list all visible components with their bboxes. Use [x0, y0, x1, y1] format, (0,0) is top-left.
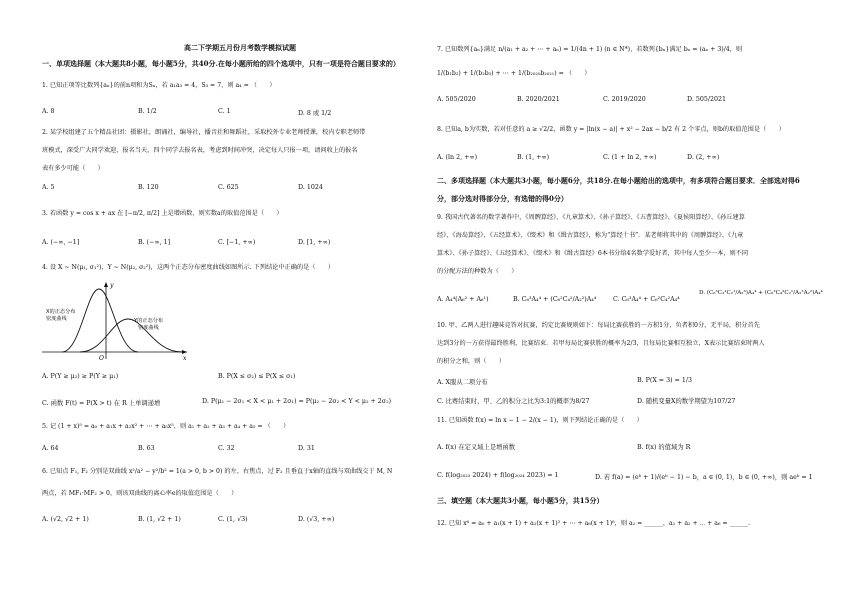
- q10-option-a: A. X服从二项分布: [437, 379, 488, 386]
- q2-stem-line1: 2. 某学校组建了五个精品社团：摄影社，朗诵社，编导社，播音社和舞蹈社，采取校外专业老师授课，校内专职老师带: [42, 129, 366, 136]
- q1-option-d: D. 8 或 1/2: [298, 110, 332, 117]
- q4-option-b: B. P(X ≤ σ₂) ≤ P(X ≤ σ₁): [218, 373, 296, 380]
- q11-option-b: B. f(x) 的值域为 R: [637, 444, 691, 451]
- normal-distribution-figure: [42, 279, 192, 361]
- q4-option-d: D. P(μ₁ − 2σ₁ < X < μ₁ + 2σ₁) = P(μ₂ − 2σ₂ < Y < μ₂ + 2σ₂): [202, 398, 392, 405]
- q2-stem-line3: 表有多少可能（ ）: [42, 165, 104, 172]
- origin-label: O: [99, 355, 104, 361]
- q5-stem: 5. 记 (1 + x)⁵ = a₀ + a₁x + a₂x² + ⋯ + a₅x⁵，则 a₁ + a₂ + a₃ + a₄ + a₅ = （ ）: [42, 423, 290, 430]
- y-axis-label: y: [110, 282, 114, 289]
- q3-option-b: B. (−∞, 1]: [138, 239, 171, 246]
- q8-stem: 8. 已知a, b为实数，若对任意的 a ≥ √2/2，函数 y = |ln(x − a)| + x² − 2ax − b/2 有 2 个零点，则b的取值范围是（ ）: [437, 126, 785, 133]
- q1-option-c: C. 1: [218, 108, 231, 115]
- section-2-heading-line2: 分，部分选对得部分分，有选错的得0分）: [437, 194, 568, 203]
- y-curve-label-2: 密度曲线: [138, 325, 159, 331]
- q4-option-c: C. 函数 F(t) = P(X > t) 在 R 上单调递增: [42, 400, 161, 407]
- q9-stem-line4: 的分配方法的种数为（ ）: [437, 268, 518, 275]
- q7-stem-line1: 7. 已知数列{aₙ}满足 n/(a₁ + a₂ + ⋯ + aₙ) = 1/(4n + 1) (n ∈ N*)，若数列{bₙ}满足 bₙ = (aₙ + 3)/4，则: [437, 46, 743, 53]
- y-density-curve: [80, 319, 182, 352]
- q9-option-d: D. (C₆³C₃¹C₂¹/A₃³)A₄⁴ + (C₆²C₄²C₂¹/A₂²A₂²)A₄⁴: [699, 290, 823, 296]
- q7-option-d: D. 505/2021: [687, 96, 726, 103]
- x-axis-label: x: [183, 355, 187, 361]
- q5-option-d: D. 31: [298, 445, 315, 452]
- q8-option-c: C. (1 + ln 2, +∞): [603, 154, 657, 161]
- q3-option-a: A. (−∞, −1]: [42, 239, 80, 246]
- q2-option-a: A. 5: [42, 184, 55, 191]
- q6-stem-line2: 两点，若 MF₁·MF₂ > 0，则该双曲线的离心率e的取值范围是（ ）: [42, 490, 238, 497]
- q3-option-d: D. [1, +∞): [298, 239, 331, 246]
- q6-stem-line1: 6. 已知点 F₁, F₂ 分别是双曲线 x²/a² − y²/b² = 1(a > 0, b > 0) 的左、右焦点，过 F₂ 且垂直于x轴的直线与双曲线交于 M, N: [42, 468, 393, 475]
- q7-stem-line2: 1/(b₁b₂) + 1/(b₂b₃) + ⋯ + 1/(b₂₀₂₀b₂₀₂₁) = （ ）: [437, 70, 591, 77]
- q1-option-b: B. 1/2: [138, 108, 157, 115]
- q9-stem-line1: 9. 我国古代著名的数学著作中，《周髀算经》、《九章算术》、《孙子算经》、《五曹算经》、《夏侯阳算经》、《孙丘建算: [437, 214, 745, 221]
- q2-option-c: C. 625: [218, 184, 239, 191]
- section-3-heading: 三、填空题（本大题共3小题，每小题5分，共15分）: [437, 496, 604, 505]
- q10-option-c: C. 比赛结束时，甲、乙的积分之比为3:1的概率为8/27: [437, 398, 590, 405]
- q6-option-c: C. (1, √3): [218, 516, 248, 523]
- q9-option-b: B. C₆³A₄⁴ + (C₆²C₄²/A₂²)A₄⁴: [513, 296, 597, 303]
- x-curve-label-2: 密度曲线: [46, 316, 67, 322]
- y-axis-arrow: [104, 282, 108, 287]
- q1-option-a: A. 8: [42, 108, 55, 115]
- q10-stem-line1: 10. 甲、乙两人进行趣味竞答对抗赛，约定比赛规则如下：每局比赛获胜的一方积1分，负者积0分，无平局，积分首先: [437, 322, 760, 329]
- section-2-heading-line1: 二、多项选择题（本大题共3小题，每小题6分，共18分.在每小题给出的选项中，有多项符合题目要求．全部选对得6: [437, 176, 800, 185]
- q5-option-c: C. 32: [218, 445, 235, 452]
- q9-option-c: C. C₆³A₄⁴ + C₆²C₄²A₄⁴: [613, 296, 680, 303]
- q3-stem: 3. 若函数 y = cos x + ax 在 [−π/2, π/2] 上是增函数，则实数a的取值范围是（ ）: [42, 210, 283, 217]
- q1-stem: 1. 已知正项等比数列{aₙ}的前n项和为Sₙ，若 a₁a₃ = 4，S₃ = 7，则 a₄ = （ ）: [42, 82, 276, 89]
- q10-option-b: B. P(X = 3) = 1/3: [637, 377, 692, 384]
- q5-option-b: B. 63: [138, 445, 155, 452]
- q10-stem-line3: 的积分之和，则（ ）: [437, 358, 506, 365]
- q8-option-a: A. (ln 2, +∞): [437, 154, 478, 161]
- section-1-heading: 一、单项选择题（本大题共8小题，每小题5分，共40分.在每小题所给的四个选项中，只有一项是符合题目要求的）: [42, 59, 400, 68]
- q5-option-a: A. 64: [42, 445, 59, 452]
- x-curve-label: X的正态分布: [46, 309, 76, 315]
- q2-option-b: B. 120: [138, 184, 159, 191]
- q9-stem-line2: 经》、《海岛算经》、《五经算术》、《缀术》和《缉古算经》，称为“算经十书”．某老师将其中的《周髀算经》、《九章: [437, 232, 744, 239]
- q7-option-a: A. 505/2020: [437, 96, 476, 103]
- q2-option-d: D. 1024: [298, 184, 323, 191]
- y-curve-label: Y的正态分布: [134, 318, 164, 324]
- q4-stem: 4. 设 X ~ N(μ₁, σ₁²)，Y ~ N(μ₂, σ₂²)，这两个正态分布密度曲线如图所示. 下列结论中正确的是（ ）: [42, 264, 335, 271]
- q8-option-b: B. (1, +∞): [517, 154, 550, 161]
- exam-title: 高二下学期五月份月考数学模拟试题: [184, 43, 296, 52]
- q11-option-d: D. 若 f(a) = (eᵇ + 1)/(eᵇ − 1) − b，a ∈ (0, 1)，b ∈ (0, +∞)，则 aeᵇ = 1: [595, 474, 813, 481]
- q6-option-b: B. (1, √2 + 1): [138, 516, 181, 523]
- q7-option-c: C. 2019/2020: [603, 96, 646, 103]
- q11-option-a: A. f(x) 在定义域上是增函数: [437, 444, 516, 451]
- q9-stem-line3: 算术》、《孙子算经》、《五经算术》、《缀术》和《缉古算经》6本书分给4名数学爱好者，其中每人至少一本，则不同: [437, 250, 749, 257]
- q6-option-d: D. (√3, +∞): [298, 516, 335, 523]
- q6-option-a: A. (√2, √2 + 1): [42, 516, 89, 523]
- q2-stem-line2: 班模式，深受广大同学欢迎，报名当天，四个同学去报名表，考虑到时间冲突，决定每人只报一项，请问收上的报名: [42, 147, 358, 154]
- q4-option-a: A. P(Y ≥ μ₂) ≥ P(Y ≥ μ₁): [42, 373, 119, 380]
- q10-stem-line2: 达到3分的一方获得最终胜利，比赛结束．若甲每局比赛获胜的概率为2/3，且每局比赛相互独立，X表示比赛结束时两人: [437, 340, 765, 347]
- x-axis-arrow: [182, 350, 187, 354]
- q11-stem: 11. 已知函数 f(x) = ln x − 1 − 2/(x − 1)，则下列结论正确的是（ ）: [437, 417, 643, 424]
- q7-option-b: B. 2020/2021: [517, 96, 560, 103]
- q3-option-c: C. [−1, +∞): [218, 239, 256, 246]
- q10-option-d: D. 随机变量X的数学期望为107/27: [637, 398, 736, 405]
- q9-option-a: A. A₄⁴(A₆² + A₆¹): [437, 296, 489, 303]
- q12-stem: 12. 已知 x⁶ = a₀ + a₁(x + 1) + a₂(x + 1)² + ⋯ + a₆(x + 1)⁶，则 a₂ = ______，a₁ + a₂ + ⋯ + a₆ = ______.: [437, 520, 751, 527]
- q8-option-d: D. (2, +∞): [687, 154, 720, 161]
- q11-option-c: C. f(log₂₀₂₃ 2024) + f(log₂₀₂₄ 2023) = 1: [437, 472, 559, 479]
